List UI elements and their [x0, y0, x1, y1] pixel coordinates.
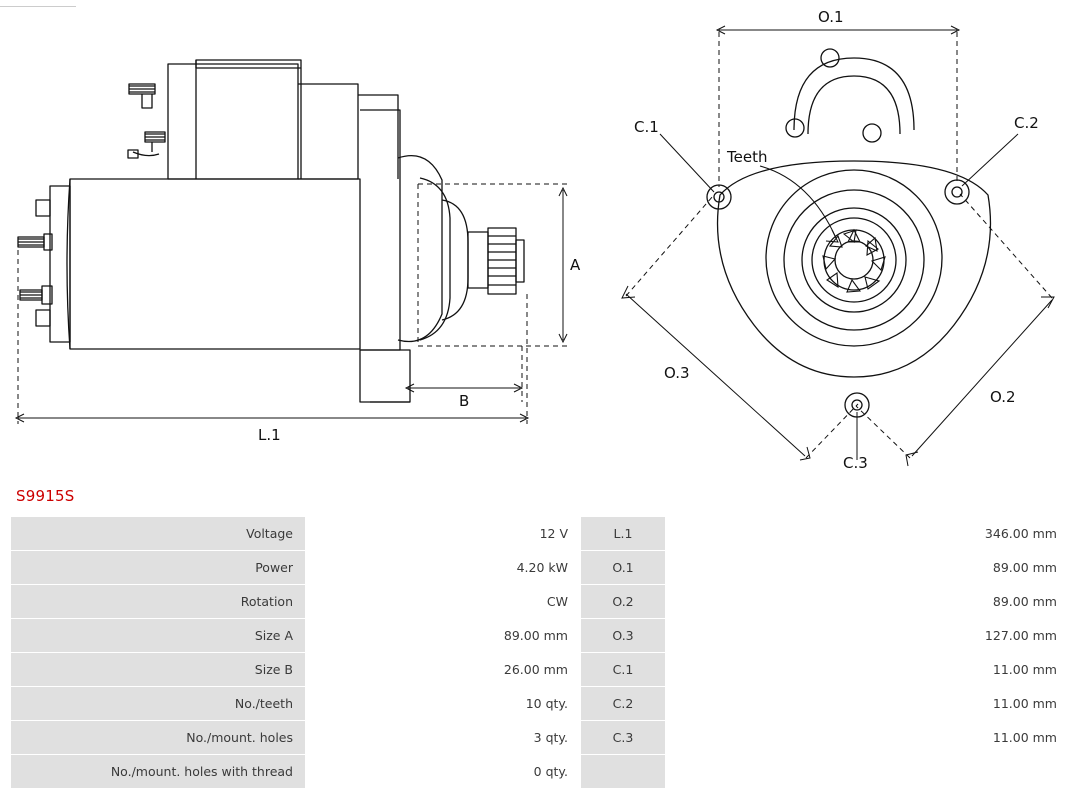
spec-value: 0 qty.: [306, 755, 581, 789]
spec-label: Voltage: [11, 517, 306, 551]
table-row: [11, 619, 1070, 653]
spec-value: 3 qty.: [306, 721, 581, 755]
table-row: [11, 585, 1070, 619]
spec-value-secondary-empty: [666, 755, 1070, 789]
dimension-label-c2: C.2: [1014, 114, 1039, 132]
spec-value: 12 V: [306, 517, 581, 551]
spec-value: 4.20 kW: [306, 551, 581, 585]
dimension-label-c3: C.3: [843, 454, 868, 470]
table-row: [11, 653, 1070, 687]
table-row: [11, 755, 1070, 789]
dimension-label-b: B: [459, 392, 470, 410]
spec-value: 26.00 mm: [306, 653, 581, 687]
dimension-label-o1: O.1: [818, 8, 844, 26]
spec-label: Rotation: [11, 585, 306, 619]
spec-value: CW: [306, 585, 581, 619]
spec-label: Size B: [11, 653, 306, 687]
spec-label: Size A: [11, 619, 306, 653]
spec-label-secondary: C.2: [581, 687, 666, 721]
dimension-label-a: A: [570, 256, 581, 274]
dimension-label-c1: C.1: [634, 118, 659, 136]
part-code: S9915S: [16, 487, 75, 505]
flange-view-drawing: [600, 0, 1080, 470]
spec-value: 10 qty.: [306, 687, 581, 721]
specifications-table: [10, 516, 1070, 789]
spec-label-secondary: L.1: [581, 517, 666, 551]
dimension-label-l1: L.1: [258, 426, 281, 444]
table-row: [11, 551, 1070, 585]
spec-value-secondary: 11.00 mm: [666, 721, 1070, 755]
spec-value-secondary: 11.00 mm: [666, 687, 1070, 721]
spec-value-secondary: 346.00 mm: [666, 517, 1070, 551]
flange-view-svg: [600, 0, 1080, 470]
spec-label: Power: [11, 551, 306, 585]
spec-label: No./mount. holes: [11, 721, 306, 755]
spec-label-secondary: O.3: [581, 619, 666, 653]
spec-value-secondary: 11.00 mm: [666, 653, 1070, 687]
side-view-svg: [0, 0, 600, 470]
spec-value: 89.00 mm: [306, 619, 581, 653]
spec-label-secondary: C.1: [581, 653, 666, 687]
spec-label-secondary: C.3: [581, 721, 666, 755]
table-row: [11, 687, 1070, 721]
annotation-teeth: Teeth: [727, 148, 768, 166]
spec-value-secondary: 89.00 mm: [666, 551, 1070, 585]
spec-label-secondary: O.1: [581, 551, 666, 585]
spec-value-secondary: 89.00 mm: [666, 585, 1070, 619]
table-row: [11, 517, 1070, 551]
spec-value-secondary: 127.00 mm: [666, 619, 1070, 653]
side-view-drawing: [0, 0, 600, 470]
dimension-label-o3: O.3: [664, 364, 690, 382]
spec-label: No./teeth: [11, 687, 306, 721]
table-row: [11, 721, 1070, 755]
spec-label: No./mount. holes with thread: [11, 755, 306, 789]
dimension-label-o2: O.2: [990, 388, 1016, 406]
spec-label-secondary-empty: [581, 755, 666, 789]
spec-label-secondary: O.2: [581, 585, 666, 619]
